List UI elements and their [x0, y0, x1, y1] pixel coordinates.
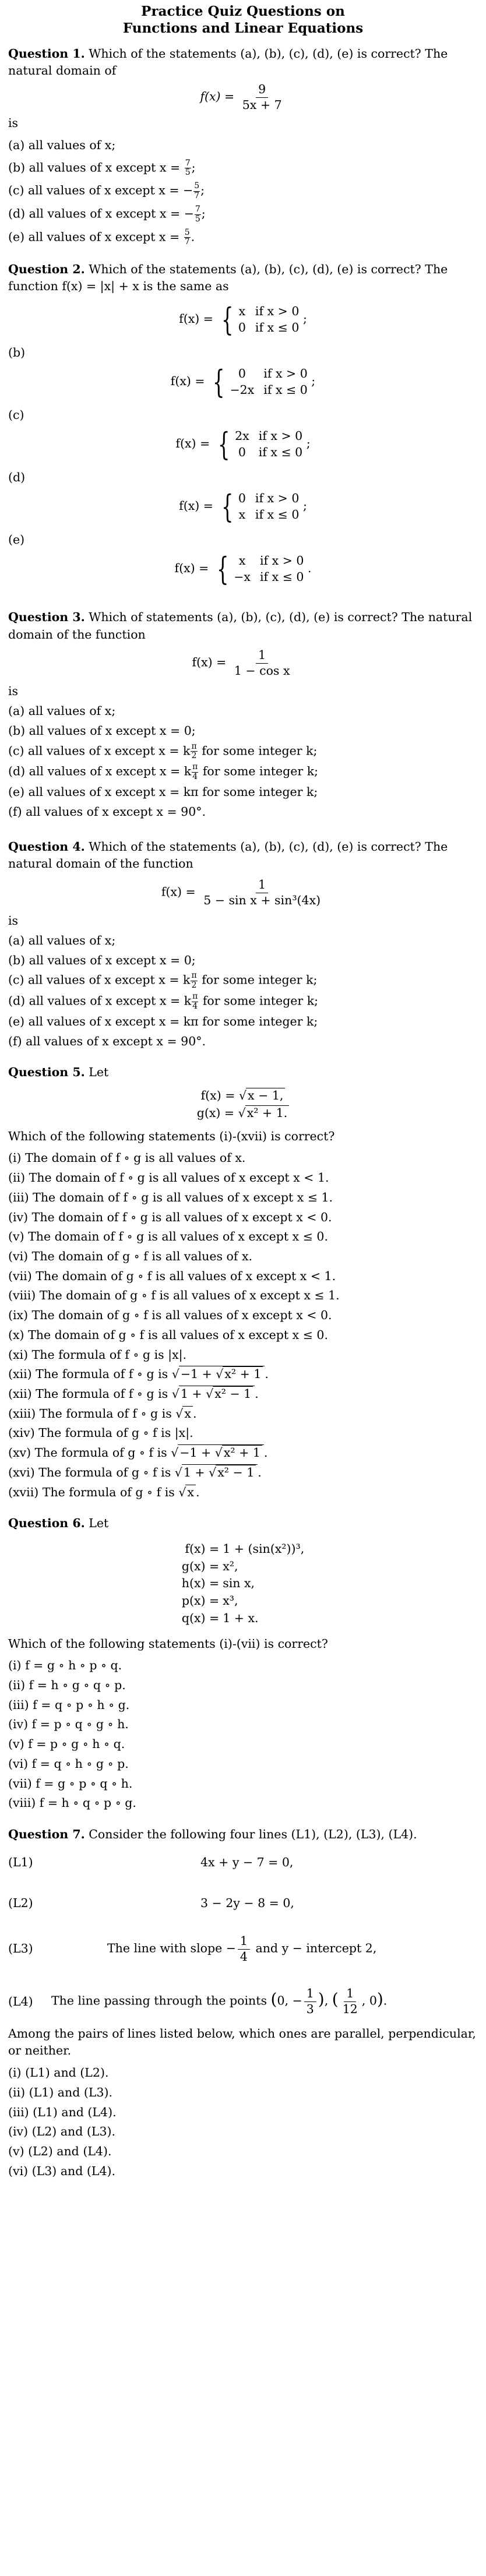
sqrt-icon: √ [175, 1406, 184, 1421]
q5-definitions [8, 1087, 478, 1122]
q5-item-3: (iii) The domain of f ∘ g is all values of x except x ≤ 1. [8, 1190, 333, 1204]
q2-b-top: 0 [238, 367, 246, 381]
q3-fraction [232, 648, 293, 678]
q2-a-top: x [238, 304, 246, 319]
q5-item-13 [8, 1386, 478, 1403]
q5-prompt: Which of the following statements (i)-(xvii) is correct? [8, 1129, 335, 1143]
q2-a-cond-neg: if x ≤ 0 [255, 320, 300, 334]
q5-r14-pre: (xiii) The formula of f ∘ g is [8, 1406, 172, 1421]
q5-r17-pre: (xvi) The formula of g ∘ f is [8, 1465, 171, 1479]
q1-b-end: ; [191, 160, 196, 175]
q5-g-lhs: g(x) = [196, 1105, 235, 1120]
q2-a-bot: 0 [238, 320, 246, 334]
q7-item-1: (i) (L1) and (L2). [8, 2066, 109, 2080]
q1-e-frac-num: 5 [184, 227, 190, 237]
q7-item-5: (v) (L2) and (L4). [8, 2144, 112, 2159]
q2-heading: Question 2. [8, 262, 85, 276]
q5-r14-rad: x [182, 1406, 193, 1421]
q4-lhs: f(x) = [161, 884, 196, 899]
q1-text: Which of the statements (a), (b), (c), (d), (e) is correct? The natural domain of [8, 46, 448, 78]
title-line-2: Functions and Linear Equations [122, 20, 364, 36]
q3-option-c [8, 742, 478, 761]
q7-items [8, 2064, 478, 2180]
q5-r12-pre: (xii) The formula of f ∘ g is [8, 1367, 168, 1382]
q7-item-3: (iii) (L1) and (L4). [8, 2105, 117, 2119]
q5-r16-in: x² + 1 [222, 1445, 262, 1460]
q6-item-2: (ii) f = h ∘ g ∘ q ∘ p. [8, 1678, 126, 1693]
q5-items [8, 1150, 478, 1501]
quiz-content [8, 0, 478, 2180]
q6-eq1-rhs: 1 + (sin(x²))³, [223, 1542, 305, 1556]
q5-item-7: (vii) The domain of g ∘ f is all values of x except x < 1. [8, 1268, 336, 1283]
q7-l2-label: (L2) [8, 1895, 33, 1910]
q3-d-frac-den: 4 [192, 771, 198, 781]
q3-d-text: (d) all values of x except x = k [8, 764, 192, 778]
q7-line-4: (L4) The line passing through the points (0, − $\frac{1}{3}$ ), ( $\frac{1}{12}$ , 0). [8, 1986, 388, 2017]
sqrt-icon: √ [171, 1446, 179, 1460]
q4-formula [8, 878, 478, 908]
sqrt-icon: √ [178, 1485, 186, 1499]
sqrt-icon: √ [209, 1465, 217, 1479]
q5-item-15: (xiv) The formula of g ∘ f is |x|. [8, 1426, 193, 1440]
q3-d-frac-num: π [192, 762, 198, 772]
q1-fraction [240, 82, 284, 112]
q5-r17-end: . [258, 1465, 262, 1479]
q2-option-d [8, 488, 478, 526]
q3-c-suffix: for some integer k; [198, 743, 318, 758]
q6-eq4-rhs: x³, [223, 1594, 238, 1608]
q1-option-b-frac [185, 159, 191, 178]
q3-option-f: (f) all values of x except x = 90°. [8, 804, 206, 819]
q5-item-2: (ii) The domain of f ∘ g is all values of x except x < 1. [8, 1171, 329, 1185]
sqrt-icon: √ [171, 1367, 179, 1382]
q2-d-lhs: f(x) = [179, 499, 213, 513]
q6-item-8: (viii) f = h ∘ q ∘ p ∘ g. [8, 1796, 136, 1810]
q4-option-f: (f) all values of x except x = 90°. [8, 1034, 206, 1048]
q1-e-end: . [191, 230, 195, 244]
q2-a-cond-pos: if x > 0 [255, 304, 300, 319]
q4-option-e: (e) all values of x except x = kπ for some integer k; [8, 1014, 318, 1029]
q4-num: 1 [256, 878, 268, 893]
q3-d-frac [192, 763, 198, 781]
q5-item-5: (v) The domain of f ∘ g is all values of x except x ≤ 0. [8, 1229, 328, 1244]
question-7 [8, 1826, 478, 2180]
q2-option-b [8, 363, 478, 400]
q1-formula-lhs: f(x) = [200, 89, 235, 104]
q2-d-bot: x [238, 508, 246, 522]
q2-b-lhs: f(x) = [170, 374, 205, 389]
q4-c-suffix: for some integer k; [198, 972, 318, 987]
q5-item-14 [8, 1405, 478, 1423]
q2-option-e [8, 551, 478, 588]
q6-item-7: (vii) f = g ∘ p ∘ q ∘ h. [8, 1776, 133, 1791]
q7-prompt: Among the pairs of lines listed below, which ones are parallel, perpendicular, or neither. [8, 2026, 476, 2058]
q7-l1-label: (L1) [8, 1855, 33, 1869]
q2-e-end: . [307, 561, 312, 576]
brace-icon: { [221, 488, 234, 526]
q6-item-1: (i) f = g ∘ h ∘ p ∘ q. [8, 1658, 122, 1673]
q5-r16-end: . [263, 1446, 268, 1460]
q6-item-4: (iv) f = p ∘ q ∘ g ∘ h. [8, 1717, 129, 1732]
q2-b-bot: −2x [230, 382, 255, 397]
q2-c-top: 2x [235, 429, 249, 443]
q4-text: Which of the statements (a), (b), (c), (d), (e) is correct? The natural domain of the function [8, 839, 448, 871]
q1-heading: Question 1. [8, 46, 85, 61]
q2-a-lhs: f(x) = [179, 312, 213, 326]
q5-r17-out: 1 + [183, 1465, 205, 1479]
q7-l4-pre: The line passing through the points [51, 1994, 267, 2008]
q6-definitions [8, 1541, 478, 1627]
q5-r12-in: x² + 1 [223, 1366, 263, 1382]
q2-label-d: (d) [8, 470, 26, 484]
q1-option-c [8, 182, 478, 200]
q5-r18-rad: x [185, 1485, 196, 1500]
q3-formula [8, 648, 478, 678]
q4-d-frac-den: 4 [192, 1001, 198, 1011]
q1-formula [8, 82, 478, 112]
q5-r16-out: −1 + [179, 1446, 212, 1460]
q4-d-text: (d) all values of x except x = k [8, 993, 192, 1008]
q2-b-cond-pos: if x > 0 [263, 367, 308, 381]
q2-option-a [8, 301, 478, 338]
q1-c-frac-num: 5 [194, 181, 200, 191]
q1-den: 5x + 7 [242, 97, 282, 112]
q2-label-e: (e) [8, 532, 25, 547]
q3-option-e: (e) all values of x except x = kπ for some integer k; [8, 785, 318, 799]
q6-item-5: (v) f = p ∘ g ∘ h ∘ q. [8, 1737, 125, 1752]
q2-d-end: ; [302, 499, 307, 513]
q7-l3-pre: The line with slope − [107, 1941, 236, 1955]
q7-l4-p2d: 12 [342, 2002, 358, 2017]
q4-is: is [8, 914, 19, 928]
q1-b-frac-den: 5 [185, 168, 191, 178]
q5-heading: Question 5. [8, 1065, 85, 1080]
q1-d-end: ; [201, 206, 206, 221]
q6-prompt: Which of the following statements (i)-(vii) is correct? [8, 1636, 328, 1651]
q5-item-18 [8, 1484, 478, 1502]
q2-c-cond-neg: if x ≤ 0 [258, 445, 303, 459]
q5-r13-out: 1 + [180, 1386, 202, 1401]
q3-c-text: (c) all values of x except x = k [8, 743, 191, 758]
q4-c-text: (c) all values of x except x = k [8, 972, 191, 987]
q2-d-cond-pos: if x > 0 [255, 491, 300, 506]
q5-r14-end: . [192, 1406, 197, 1421]
q7-l4-p1d: 3 [306, 2002, 314, 2017]
q7-l1-eq: 4x + y − 7 = 0, [200, 1855, 294, 1869]
q5-r18-pre: (xvii) The formula of g ∘ f is [8, 1485, 175, 1499]
q3-is: is [8, 684, 19, 699]
q7-l4-p2-frac [340, 1986, 360, 2017]
q4-d-suffix: for some integer k; [199, 993, 319, 1008]
q7-l4-p1n: 1 [304, 1986, 316, 2002]
q1-c-end: ; [200, 183, 205, 198]
q2-option-c [8, 425, 478, 463]
q7-heading: Question 7. [8, 1827, 85, 1842]
q2-e-cond-neg: if x ≤ 0 [259, 570, 304, 584]
brace-icon: { [217, 425, 230, 463]
q1-e-frac-den: 7 [184, 237, 190, 247]
q7-l4-p2b: , 0 [361, 1994, 377, 2008]
q2-c-cond-pos: if x > 0 [258, 429, 303, 443]
brace-icon: { [216, 551, 229, 588]
question-4 [8, 838, 478, 1051]
q6-eq4-lhs: p(x) = [181, 1594, 220, 1608]
q3-option-b: (b) all values of x except x = 0; [8, 723, 196, 738]
q7-l3-label: (L3) [8, 1941, 33, 1956]
q6-eq1-lhs: f(x) = [185, 1542, 220, 1556]
q1-b-frac-num: 7 [185, 158, 191, 168]
q5-r13-end: . [255, 1386, 259, 1401]
q4-fraction [201, 878, 323, 908]
q6-eq2-lhs: g(x) = [181, 1559, 220, 1573]
q6-eq3-rhs: sin x, [223, 1576, 255, 1591]
q6-eq5-rhs: 1 + x. [223, 1611, 259, 1625]
q4-d-frac-num: π [192, 992, 198, 1002]
q2-text: Which of the statements (a), (b), (c), (d), (e) is correct? The function f(x) = |x| + x is the same as [8, 262, 448, 294]
q4-den: 5 − sin x + sin³(4x) [203, 893, 321, 907]
q2-a-end: ; [302, 312, 307, 326]
sqrt-icon: √ [206, 1386, 214, 1401]
q5-r12-end: . [265, 1367, 269, 1382]
q5-item-9: (ix) The domain of g ∘ f is all values of x except x < 0. [8, 1308, 332, 1323]
q7-l2-eq: 3 − 2y − 8 = 0, [200, 1895, 294, 1910]
q3-heading: Question 3. [8, 609, 85, 624]
brace-icon: { [213, 363, 225, 400]
q2-d-top: 0 [238, 491, 246, 506]
q1-option-e-text: (e) all values of x except x = [8, 230, 180, 244]
q1-option-b-text: (b) all values of x except x = [8, 160, 181, 175]
title-line-1: Practice Quiz Questions on [141, 3, 345, 19]
q6-eq2-rhs: x², [223, 1559, 238, 1573]
q5-r16-pre: (xv) The formula of g ∘ f is [8, 1446, 167, 1460]
page-title [8, 3, 478, 37]
q7-l4-label: (L4) [8, 1994, 33, 2008]
q7-l4-end: . [383, 1994, 388, 2008]
q4-c-frac-den: 2 [191, 980, 197, 990]
q5-g-rad: x² + 1. [245, 1105, 290, 1120]
q1-d-frac-num: 7 [195, 205, 200, 214]
q2-b-end: ; [311, 374, 316, 389]
q5-r13-in: x² − 1 [213, 1386, 253, 1401]
q5-item-6: (vi) The domain of g ∘ f is all values of x. [8, 1249, 253, 1263]
q1-option-e-frac [184, 228, 191, 247]
q1-d-frac-den: 5 [195, 214, 200, 224]
q6-heading: Question 6. [8, 1516, 85, 1531]
q1-option-d-frac [195, 205, 201, 224]
q7-item-2: (ii) (L1) and (L3). [8, 2085, 113, 2099]
q3-c-frac-num: π [191, 741, 197, 751]
q4-c-frac [191, 971, 197, 990]
question-6 [8, 1515, 478, 1812]
q7-text: Consider the following four lines (L1), (L2), (L3), (L4). [89, 1827, 417, 1842]
sqrt-icon: √ [214, 1446, 223, 1460]
q4-d-frac [192, 992, 198, 1011]
q5-item-17 [8, 1464, 478, 1482]
q1-option-d-text: (d) all values of x except x = − [8, 206, 194, 221]
q6-items [8, 1657, 478, 1812]
q7-item-6: (vi) (L3) and (L4). [8, 2163, 116, 2178]
q5-item-16 [8, 1444, 478, 1462]
q1-is: is [8, 116, 19, 131]
q6-item-6: (vi) f = q ∘ h ∘ g ∘ p. [8, 1756, 129, 1771]
q5-item-1: (i) The domain of f ∘ g is all values of x. [8, 1151, 246, 1165]
q2-label-c: (c) [8, 407, 24, 422]
sqrt-icon: √ [238, 1088, 247, 1103]
sqrt-icon: √ [174, 1465, 182, 1479]
q2-c-end: ; [306, 436, 311, 451]
q7-line-1 [8, 1854, 478, 1872]
q7-l3-fn: 1 [238, 1934, 250, 1950]
question-2 [8, 261, 478, 586]
sqrt-icon: √ [216, 1367, 224, 1382]
sqrt-icon: √ [238, 1105, 246, 1120]
q5-r13-pre: (xii) The formula of f ∘ g is [8, 1386, 168, 1401]
q7-line-2 [8, 1895, 478, 1912]
q3-c-frac [191, 742, 197, 761]
q5-r12-out: −1 + [180, 1367, 212, 1382]
q6-item-3: (iii) f = q ∘ p ∘ h ∘ g. [8, 1697, 130, 1712]
sqrt-icon: √ [171, 1386, 179, 1401]
q2-e-top: x [238, 554, 246, 568]
q6-let: Let [89, 1516, 109, 1531]
q3-d-suffix: for some integer k; [199, 764, 319, 778]
q1-option-a: (a) all values of x; [8, 138, 116, 152]
q7-l4-p1-frac [304, 1986, 316, 2017]
q7-l4-p1a: 0, − [277, 1994, 302, 2008]
q3-text: Which of statements (a), (b), (c), (d), (e) is correct? The natural domain of the function [8, 609, 473, 642]
q5-r18-end: . [195, 1485, 200, 1499]
q5-f-rad: x − 1, [246, 1088, 285, 1103]
q4-heading: Question 4. [8, 839, 85, 854]
q2-b-cond-neg: if x ≤ 0 [263, 382, 308, 397]
q5-r17-in: x² − 1 [216, 1465, 256, 1480]
brace-icon: { [221, 301, 234, 338]
q5-item-10: (x) The domain of g ∘ f is all values of x except x ≤ 0. [8, 1327, 328, 1342]
q7-item-4: (iv) (L2) and (L3). [8, 2124, 116, 2139]
q1-option-c-frac [193, 182, 200, 200]
q6-eq5-lhs: q(x) = [181, 1611, 220, 1625]
q2-label-b: (b) [8, 345, 26, 360]
q4-option-d [8, 992, 478, 1011]
q1-option-e [8, 228, 478, 247]
q1-num: 9 [256, 82, 268, 98]
q7-line-3 [8, 1934, 478, 1964]
q4-c-frac-num: π [191, 971, 197, 981]
q4-option-b: (b) all values of x except x = 0; [8, 953, 196, 967]
q1-option-c-text: (c) all values of x except x = − [8, 183, 193, 198]
q1-option-b [8, 159, 478, 178]
q5-item-11: (xi) The formula of f ∘ g is |x|. [8, 1347, 187, 1362]
q1-option-d [8, 205, 478, 224]
q5-f-lhs: f(x) = [200, 1088, 235, 1103]
q5-item-12 [8, 1366, 478, 1383]
q4-option-c [8, 971, 478, 990]
q2-c-bot: 0 [238, 445, 246, 459]
q3-option-a: (a) all values of x; [8, 704, 116, 718]
q5-let: Let [89, 1065, 109, 1080]
q2-e-lhs: f(x) = [174, 561, 209, 576]
q3-lhs: f(x) = [192, 655, 227, 669]
q3-option-d [8, 763, 478, 781]
q5-item-4: (iv) The domain of f ∘ g is all values of x except x < 0. [8, 1210, 332, 1224]
q3-den: 1 − cos x [234, 663, 290, 678]
question-1 [8, 45, 478, 247]
q2-e-bot: −x [234, 570, 251, 584]
q6-eq3-lhs: h(x) = [181, 1576, 220, 1591]
q2-d-cond-neg: if x ≤ 0 [255, 508, 300, 522]
question-3 [8, 609, 478, 821]
q7-l3-post: and y − intercept 2, [255, 1941, 377, 1955]
q1-c-frac-den: 7 [194, 191, 200, 200]
q7-l3-fd: 4 [240, 1949, 248, 1964]
q7-l4-p2n: 1 [344, 1986, 356, 2002]
q2-c-lhs: f(x) = [175, 436, 210, 451]
q3-num: 1 [256, 648, 268, 664]
q5-item-8: (viii) The domain of g ∘ f is all values of x except x ≤ 1. [8, 1288, 340, 1303]
q7-l3-frac [238, 1934, 250, 1964]
q4-option-a: (a) all values of x; [8, 933, 116, 948]
q2-e-cond-pos: if x > 0 [259, 554, 304, 568]
question-5 [8, 1064, 478, 1501]
q3-c-frac-den: 2 [191, 751, 197, 761]
